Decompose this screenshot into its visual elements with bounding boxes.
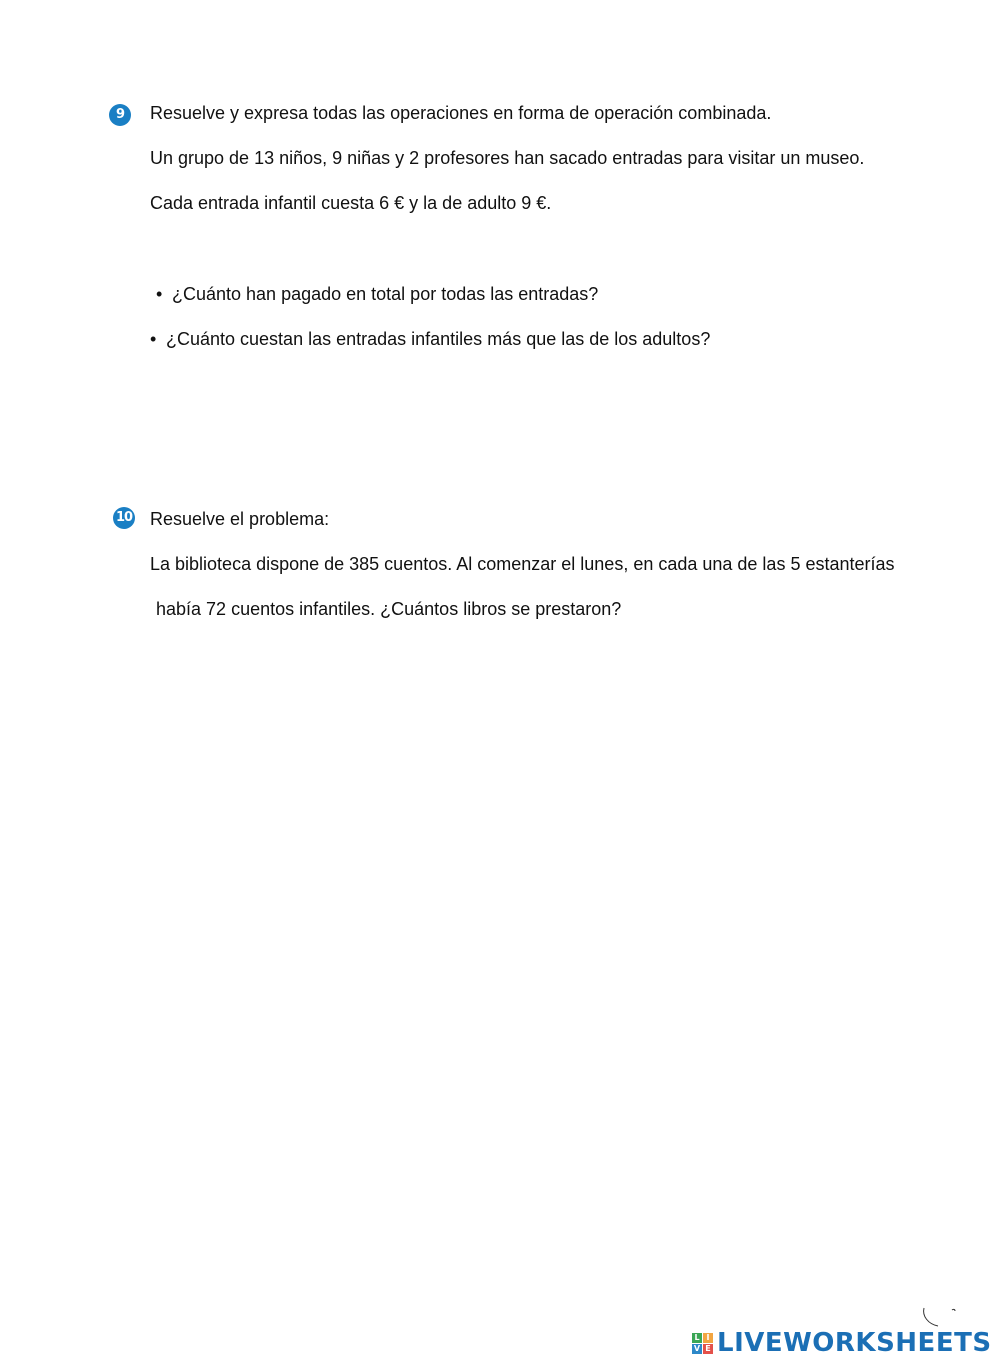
exercise-9-text-line-1: Un grupo de 13 niños, 9 niñas y 2 profesores han sacado entradas para visitar un museo.	[150, 148, 865, 168]
question-2-text: ¿Cuánto cuestan las entradas infantiles más que las de los adultos?	[166, 329, 711, 349]
page-corner-curl-icon	[920, 1306, 956, 1330]
exercise-9-question-2	[150, 328, 710, 350]
logo-tile-i: I	[703, 1333, 713, 1343]
exercise-9-number-badge: 9	[109, 104, 131, 126]
exercise-9-text-line-2: Cada entrada infantil cuesta 6 € y la de adulto 9 €.	[150, 193, 552, 213]
logo-tile-l: L	[692, 1333, 702, 1343]
exercise-10-instruction: Resuelve el problema:	[150, 509, 330, 529]
liveworksheets-logo-icon	[692, 1333, 713, 1354]
liveworksheets-logo-text: LIVEWORKSHEETS	[717, 1328, 992, 1358]
exercise-9-question-1	[156, 283, 598, 305]
bullet-icon: •	[150, 329, 157, 349]
logo-tile-e: E	[703, 1344, 713, 1354]
exercise-9-instruction: Resuelve y expresa todas las operaciones en forma de operación combinada.	[150, 103, 772, 123]
liveworksheets-logo[interactable]	[692, 1328, 992, 1358]
exercise-10-text-line-1: La biblioteca dispone de 385 cuentos. Al comenzar el lunes, en cada una de las 5 estanterías	[150, 554, 895, 574]
exercise-10-number-badge: 10	[113, 507, 135, 529]
logo-tile-v: V	[693, 1343, 701, 1353]
question-1-text: ¿Cuánto han pagado en total por todas las entradas?	[172, 284, 599, 304]
bullet-icon: •	[156, 284, 163, 304]
exercise-10-text-line-2: había 72 cuentos infantiles. ¿Cuántos libros se prestaron?	[156, 599, 622, 619]
